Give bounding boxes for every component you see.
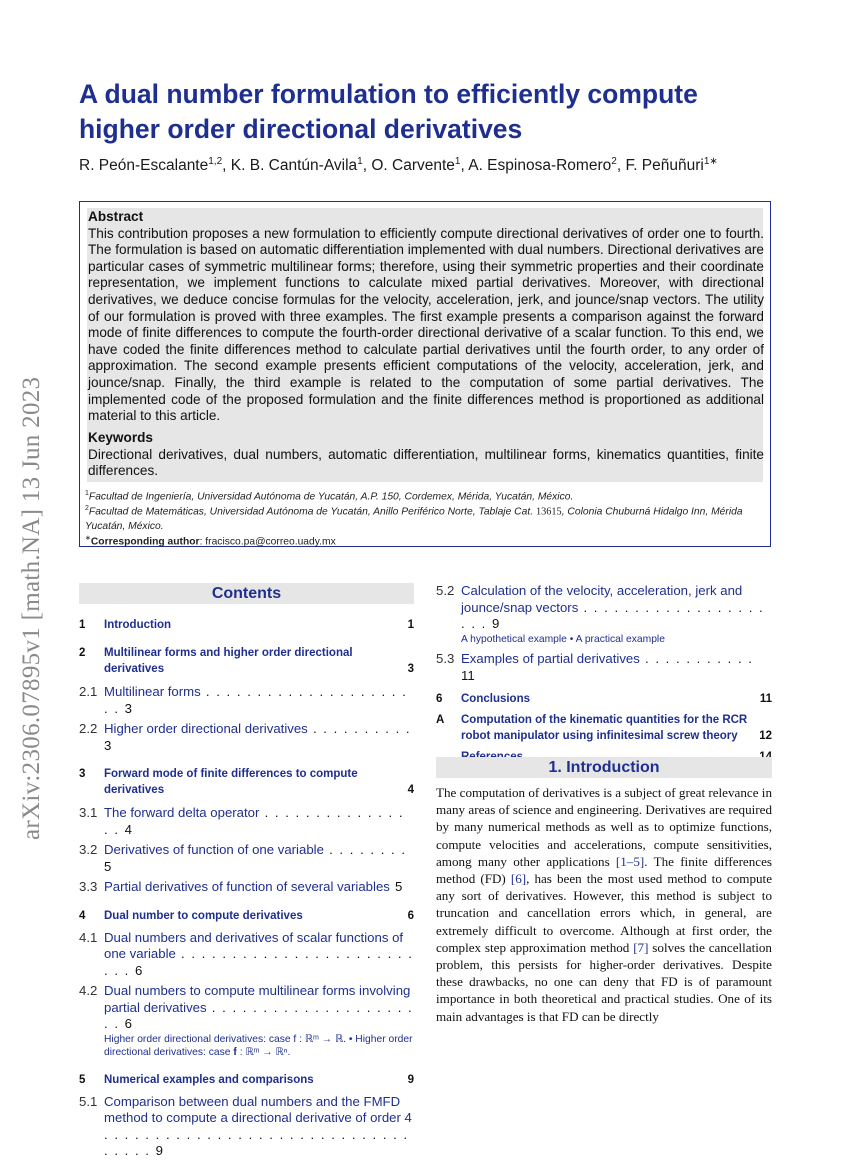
keywords-section: [88, 430, 764, 480]
abstract-box: [79, 201, 771, 547]
footnote-affiliation-1: $^1$Facultad de Ingeniería, Universidad Autónoma de Yucatán, A.P. 150, Cordemex, Mérida, Yucatán, México.: [85, 490, 574, 503]
abstract-heading: Abstract: [88, 209, 144, 224]
toc-subsection-2-1[interactable]: 2.1 Multilinear forms . . . . . . . . . . . . . . . . . . . . . . 3: [79, 684, 408, 716]
toc-subsubsections-4-2[interactable]: Higher order directional derivatives: case f : ℝᵐ → ℝ. • Higher order directional derivatives: case 𝐟 : ℝᵐ → ℝⁿ.: [104, 1033, 413, 1058]
abstract-text: This contribution proposes a new formulation to efficiently compute directional derivatives of order one to fourth. The formulation is based on automatic differentiation implemented with dual numbers. Directional derivatives are particular cases of symmetric multilinear forms; therefore, using their symmetric properties and their coordinate representation, we implement functions to calculate mixed partial derivatives. Moreover, with directional derivatives, we deduce concise formulas for the velocity, acceleration, jerk, and jounce/snap vectors. The utility of our formulation is proved with three examples. The first example presents a comparison against the forward mode of finite differences to compute the fourth-order directional derivative of a scalar function. To this end, we have coded the finite differences method to calculate partial derivatives until the fourth order, to any order of approximation. The second example presents efficient computations of the velocity, acceleration, jerk, and jounce/snap. Finally, the third example is related to the computation of some partial derivatives. The implemented code of the proposed formulation and the finite differences method is proportioned as additional material to this article.: [88, 225, 764, 424]
keywords-text: Directional derivatives, dual numbers, automatic differentiation, multilinear forms, kinematics quantities, finite differences.: [88, 446, 764, 479]
author-name: R. Peón-Escalante: [79, 157, 209, 175]
abstract-section: [88, 209, 764, 425]
toc-section-3[interactable]: 3 Forward mode of finite differences to compute derivatives 4: [79, 768, 414, 796]
toc-subsection-3-3[interactable]: 3.3 Partial derivatives of function of several variables 5: [79, 879, 403, 894]
keywords-heading: Keywords: [88, 430, 153, 445]
paper-title: A dual number formulation to efficiently compute higher order directional derivatives: [79, 79, 698, 144]
arxiv-identifier: arXiv:2306.07895v1 [math.NA] 13 Jun 2023: [18, 376, 45, 840]
toc-appendix-a[interactable]: A Computation of the kinematic quantities for the RCR robot manipulator using infinitesimal screw theory 12: [436, 714, 772, 742]
footnote-affiliation-2: $^2$Facultad de Matemáticas, Universidad Autónoma de Yucatán, Anillo Periférico Norte, Tablaje Cat. 13615, Colonia Chuburná Hidalgo Inn, Mérida Yucatán, México.: [85, 505, 743, 533]
introduction-heading: 1. Introduction: [436, 757, 772, 778]
toc-section-6[interactable]: 6 Conclusions 11: [436, 693, 772, 705]
citation-link[interactable]: [1–5]: [615, 853, 645, 869]
author-affiliation: 1∗: [703, 156, 718, 167]
citation-link[interactable]: [7]: [633, 939, 649, 955]
toc-subsection-3-1[interactable]: 3.1 The forward delta operator . . . . . . . . . . . . . . . . 4: [79, 805, 404, 837]
author-affiliation: 2: [611, 156, 617, 167]
toc-subsubsections-5-2[interactable]: A hypothetical example • A practical example: [461, 633, 665, 645]
author-list: R. Peón-Escalante$^{1,2}$, K. B. Cantún-Avila$^1$, O. Carvente$^1$, A. Espinosa-Romero$^2$, F. Peñuñuri$^{1∗}$: [79, 156, 718, 175]
author-affiliation: 1: [357, 156, 363, 167]
toc-subsection-2-2[interactable]: 2.2 Higher order directional derivatives . . . . . . . . . . 3: [79, 721, 412, 753]
toc-section-1[interactable]: 1 Introduction 1: [79, 619, 414, 631]
toc-section-2[interactable]: 2 Multilinear forms and higher order directional derivatives 3: [79, 647, 414, 675]
author-affiliation: 1,2: [208, 156, 223, 167]
toc-subsection-4-2[interactable]: 4.2 Dual numbers to compute multilinear forms involving partial derivatives . . . . . . . . . . . . . . . . . . . . . . 6: [79, 983, 414, 1031]
author-affiliation: 1: [454, 156, 461, 167]
author-name: K. B. Cantún-Avila: [230, 157, 358, 175]
corresponding-author: ∗Corresponding author: fracisco.pa@correo.uady.mx: [85, 535, 336, 548]
toc-subsection-5-1[interactable]: 5.1 Comparison between dual numbers and the FMFD method to compute a directional derivative of order 4 . . . . . . . . . . . . . . . . . . . . . . . . . . . . . . . . . . . 9: [79, 1093, 412, 1158]
toc-section-4[interactable]: 4 Dual number to compute derivatives 6: [79, 909, 414, 922]
author-name: O. Carvente: [371, 157, 455, 175]
author-name: F. Peñuñuri: [625, 157, 704, 175]
toc-subsection-3-2[interactable]: 3.2 Derivatives of function of one variable . . . . . . . . 5: [79, 842, 407, 874]
citation-link[interactable]: [6]: [510, 871, 527, 887]
table-of-contents: [79, 583, 414, 1160]
toc-subsection-5-3[interactable]: 5.3 Examples of partial derivatives . . . . . . . . . . . 11: [436, 651, 754, 683]
introduction-text: The computation of derivatives is a subject of great relevance in many areas of science and engineering. Derivatives are required by many numerical methods as well as to optimize functions, compute velocities and accelerations, compute sensitivities, among many other applications [1–5]. The finite differences method (FD) [6], has been the most used method to compute any sort of derivatives. However, this method is subject to truncation and cancellation errors which, in general, are extremely difficult to overcome. Although at first order, the complex step approximation method [7] solves the cancellation problem, this persists for higher-order derivatives. Despite these drawbacks, no one can deny that FD is of paramount importance in both theoretical and practical studies. One of its main advantages is that FD can be directly: [436, 785, 773, 1024]
toc-continued: [436, 583, 772, 765]
contents-heading: Contents: [79, 583, 414, 604]
toc-subsection-5-2[interactable]: 5.2 Calculation of the velocity, acceleration, jerk and jounce/snap vectors . . . . . . . . . . . . . . . . . . . . . 9: [436, 583, 765, 631]
toc-section-5[interactable]: 5 Numerical examples and comparisons 9: [79, 1073, 414, 1086]
introduction-section: [436, 757, 772, 1025]
toc-subsection-4-1[interactable]: 4.1 Dual numbers and derivatives of scalar functions of one variable . . . . . . . . . . . . . . . . . . . . . . . . . . 6: [79, 929, 414, 978]
author-name: A. Espinosa-Romero: [468, 157, 612, 175]
